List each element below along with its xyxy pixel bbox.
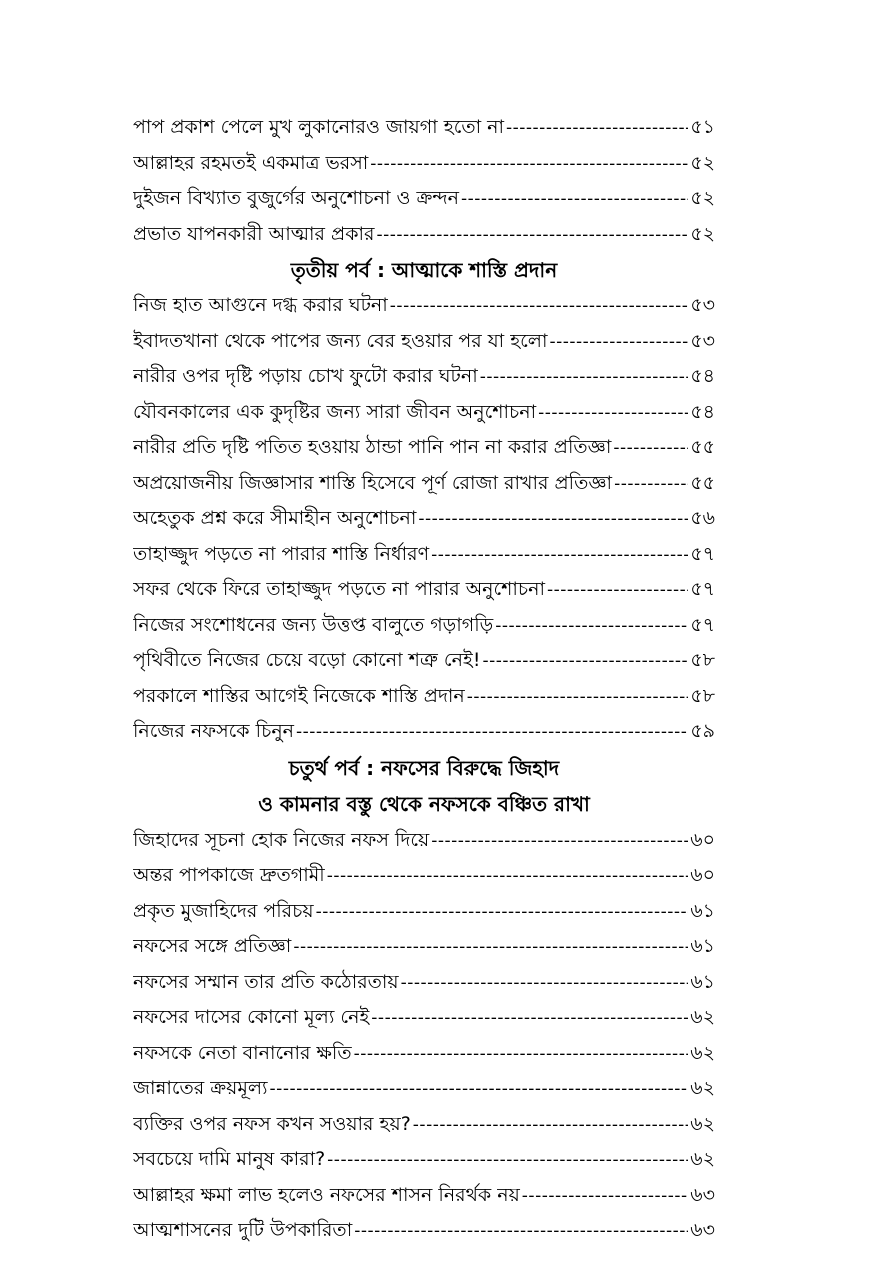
- toc-entry-title: আত্মশাসনের দুটি উপকারিতা: [133, 1219, 353, 1241]
- toc-entry-title: নিজ হাত আগুনে দগ্ধ করার ঘটনা: [133, 294, 388, 316]
- toc-entry: [133, 823, 715, 859]
- toc-entry: [133, 929, 715, 965]
- dot-leader: [506, 111, 688, 146]
- dot-leader: [354, 1037, 689, 1072]
- dot-leader: [461, 182, 688, 217]
- toc-entry-title: আল্লাহর রহমতই একমাত্র ভরসা: [133, 151, 369, 174]
- toc-entry: [133, 359, 715, 395]
- toc-entry-page: ৬২: [690, 1041, 715, 1064]
- toc-entry-title: সবচেয়ে দামি মানুষ কারা?: [133, 1148, 326, 1170]
- dot-leader: [370, 147, 688, 182]
- toc-entry-page: ৬২: [690, 1077, 715, 1099]
- toc-entry-title: নফসকে নেতা বানানোর ক্ষতি: [133, 1041, 352, 1064]
- toc-entry: [133, 217, 715, 253]
- dot-leader: [431, 824, 688, 859]
- toc-entry: [133, 430, 715, 466]
- dot-leader: [327, 1143, 688, 1178]
- toc-entry-page: ৬১: [690, 970, 715, 993]
- toc-entry-title: তাহাজ্জুদ পড়তে না পারার শাস্তি নির্ধারণ: [133, 542, 430, 565]
- toc-entry: [133, 537, 715, 573]
- toc-entry-page: ৬২: [690, 1148, 715, 1170]
- dot-leader: [390, 289, 689, 324]
- toc-entry-title: পৃথিবীতে নিজের চেয়ে বড়ো কোনো শত্রু নেই!: [133, 649, 481, 671]
- toc-entry: [133, 1142, 715, 1178]
- toc-entry-page: ৫২: [690, 222, 715, 245]
- toc-entry-title: নারীর ওপর দৃষ্টি পড়ায় চোখ ফুটো করার ঘটনা: [133, 365, 478, 387]
- toc-entry-page: ৫৪: [690, 365, 715, 387]
- toc-entry: [133, 643, 715, 679]
- toc-entry: [133, 324, 715, 360]
- dot-leader: [467, 680, 689, 715]
- toc-entry: [133, 714, 715, 750]
- toc-entry-page: ৬১: [690, 935, 715, 957]
- toc-entry-title: প্রকৃত মুজাহিদের পরিচয়: [133, 899, 314, 922]
- toc-entry: [133, 1178, 715, 1214]
- toc-entry: [133, 858, 715, 894]
- toc-entry-page: ৬০: [690, 864, 715, 886]
- toc-entry: [133, 181, 715, 217]
- toc-entry-page: ৬২: [690, 1006, 715, 1028]
- dot-leader: [371, 1001, 688, 1036]
- toc-entry: [133, 679, 715, 715]
- toc-entry: [133, 466, 715, 502]
- toc-entry: [133, 894, 715, 930]
- toc-entry: [133, 146, 715, 182]
- dot-leader: [480, 360, 689, 395]
- toc-entry-page: ৫৫: [690, 436, 715, 458]
- toc-entry-title: ইবাদতখানা থেকে পাপের জন্য বের হওয়ার পর যা হলো: [133, 329, 548, 352]
- toc-entry-title: নফসের সম্মান তার প্রতি কঠোরতায়: [133, 970, 399, 993]
- toc-entry-page: ৫২: [690, 187, 715, 209]
- dot-leader: [327, 859, 689, 894]
- toc-entry-title: নফসের সঙ্গে প্রতিজ্ঞা: [133, 935, 292, 957]
- toc-entry: [133, 1213, 715, 1249]
- dot-leader: [354, 1214, 688, 1249]
- toc-entry: [133, 1107, 715, 1143]
- dot-leader: [316, 895, 689, 930]
- toc-entry-page: ৫৭: [690, 578, 715, 600]
- toc-entry-title: যৌবনকালের এক কুদৃষ্টির জন্য সারা জীবন অনুশোচনা: [133, 400, 537, 423]
- dot-leader: [522, 1179, 688, 1214]
- toc-entry-title: নারীর প্রতি দৃষ্টি পতিত হওয়ায় ঠান্ডা পানি পান না করার প্রতিজ্ঞা: [133, 436, 612, 458]
- toc-entry-title: নিজের নফসকে চিনুন: [133, 720, 295, 742]
- toc-entry-title: জান্নাতের ক্রয়মূল্য: [133, 1077, 268, 1099]
- toc-entry-title: অন্তর পাপকাজে দ্রুতগামী: [133, 864, 325, 886]
- toc-entry: [133, 572, 715, 608]
- dot-leader: [413, 1108, 688, 1143]
- toc-entry-page: ৫৭: [690, 613, 715, 636]
- toc-entry-title: দুইজন বিখ্যাত বুজুর্গের অনুশোচনা ও ক্রন্দন: [133, 187, 460, 209]
- toc-entry-title: সফর থেকে ফিরে তাহাজ্জুদ পড়তে না পারার অনুশোচনা: [133, 578, 545, 600]
- toc-entry: [133, 608, 715, 644]
- toc-entry: [133, 1000, 715, 1036]
- toc-entry-title: নিজের সংশোধনের জন্য উত্তপ্ত বালুতে গড়াগড়ি: [133, 613, 494, 636]
- dot-leader: [547, 573, 688, 608]
- toc-entry: [133, 1071, 715, 1107]
- toc-entry-page: ৫৭: [690, 542, 715, 565]
- toc-entry-title: আল্লাহর ক্ষমা লাভ হলেও নফসের শাসন নিরর্থক নয়: [133, 1183, 520, 1206]
- dot-leader: [401, 966, 689, 1001]
- toc-entry-title: ব্যক্তির ওপর নফস কখন সওয়ার হয়?: [133, 1112, 411, 1135]
- toc-entry-page: ৫১: [690, 116, 715, 138]
- toc-entry: [133, 1036, 715, 1072]
- toc-entry: [133, 965, 715, 1001]
- dot-leader: [293, 930, 688, 965]
- toc-entry-page: ৫৩: [690, 294, 715, 316]
- dot-leader: [431, 538, 688, 573]
- toc-entry-page: ৫২: [690, 151, 715, 174]
- toc-entry-title: অপ্রয়োজনীয় জিজ্ঞাসার শাস্তি হিসেবে পূর্ণ রোজা রাখার প্রতিজ্ঞা: [133, 471, 613, 494]
- toc-entry-page: ৬৩: [690, 1219, 715, 1241]
- toc-entry-page: ৫৮: [690, 684, 715, 707]
- dot-leader: [614, 467, 688, 502]
- toc-entry-title: প্রভাত যাপনকারী আত্মার প্রকার: [133, 222, 375, 245]
- dot-leader: [296, 715, 688, 750]
- dot-leader: [418, 502, 688, 537]
- toc-entry-title: নফসের দাসের কোনো মূল্য নেই: [133, 1006, 370, 1028]
- section-heading-part-4-line-1: চতুর্থ পর্ব : নফসের বিরুদ্ধে জিহাদ: [288, 755, 560, 780]
- section-heading-part-3: তৃতীয় পর্ব : আত্মাকে শাস্তি প্রদান: [290, 258, 558, 282]
- toc-entry: [133, 395, 715, 431]
- toc-entry-title: জিহাদের সূচনা হোক নিজের নফস দিয়ে: [133, 828, 430, 851]
- toc-entry-page: ৫৮: [690, 649, 715, 671]
- toc-entry-page: ৫৬: [690, 507, 715, 529]
- section-heading-part-4-line-2: ও কামনার বস্তু থেকে নফসকে বঞ্চিত রাখা: [258, 791, 590, 816]
- dot-leader: [538, 396, 688, 431]
- toc-entry-page: ৫৯: [690, 720, 715, 742]
- dot-leader: [482, 644, 688, 679]
- dot-leader: [495, 609, 688, 644]
- table-of-contents: [133, 110, 715, 1249]
- toc-entry-title: পাপ প্রকাশ পেলে মুখ লুকানোরও জায়গা হতো না: [133, 116, 505, 138]
- toc-entry-page: ৬১: [690, 899, 715, 922]
- toc-entry-page: ৫৫: [690, 471, 715, 494]
- toc-entry: [133, 501, 715, 537]
- toc-entry-title: পরকালে শাস্তির আগেই নিজেকে শাস্তি প্রদান: [133, 684, 465, 707]
- dot-leader: [376, 218, 688, 253]
- toc-entry: [133, 110, 715, 146]
- dot-leader: [549, 325, 688, 360]
- toc-entry-title: অহেতুক প্রশ্ন করে সীমাহীন অনুশোচনা: [133, 507, 417, 529]
- toc-entry-page: ৬০: [690, 828, 715, 851]
- toc-entry-page: ৬২: [690, 1112, 715, 1135]
- toc-entry: [133, 288, 715, 324]
- toc-entry-page: ৬৩: [690, 1183, 715, 1206]
- toc-entry-page: ৫৩: [690, 329, 715, 352]
- dot-leader: [613, 431, 688, 466]
- toc-entry-page: ৫৪: [690, 400, 715, 423]
- dot-leader: [270, 1072, 689, 1107]
